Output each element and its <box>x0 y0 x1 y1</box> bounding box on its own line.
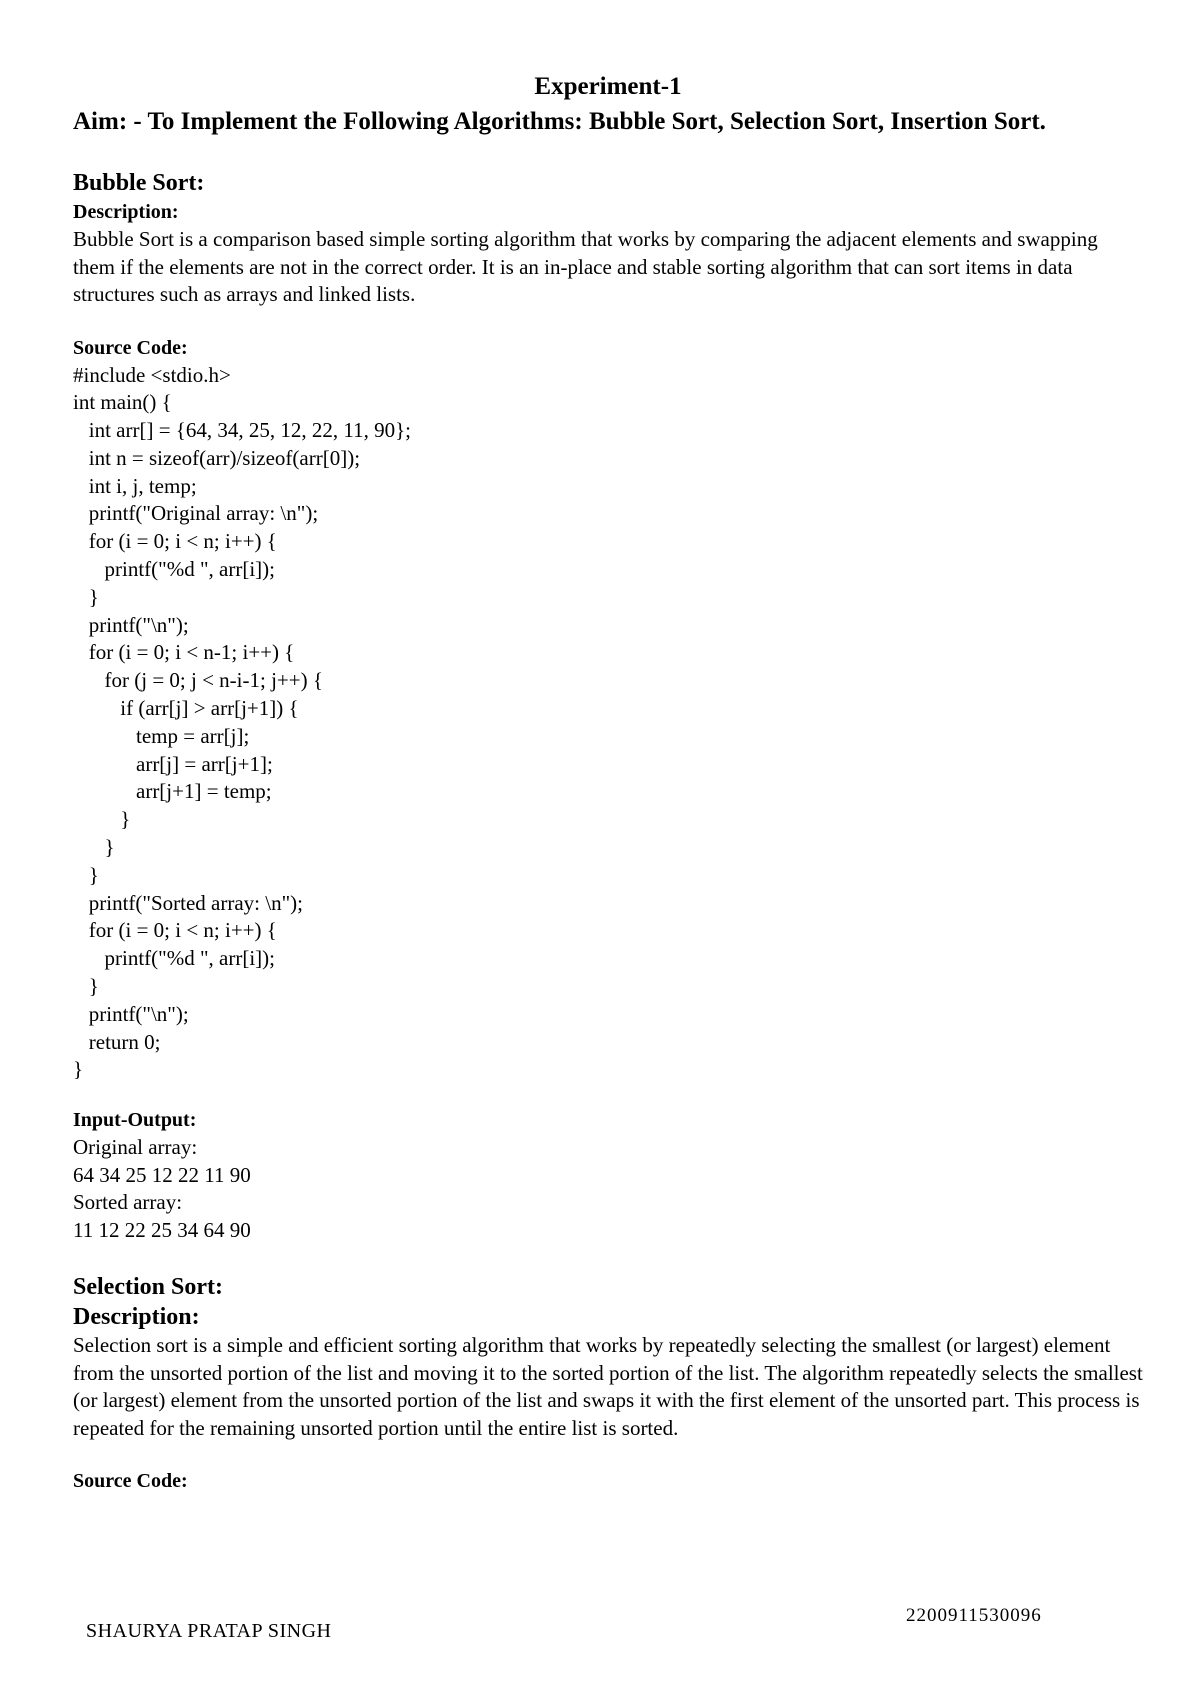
bubble-description: Bubble Sort is a comparison based simple sorting algorithm that works by comparing the adjacent elements and swapping them if the elements are not in the correct order. It is an in-place and stable sorting algorithm that can sort items in data structures such as arrays and linked lists. <box>73 227 1098 306</box>
bubble-source-code-label: Source Code: <box>73 336 188 359</box>
io-line: 64 34 25 12 22 11 90 <box>73 1162 251 1187</box>
selection-description: Selection sort is a simple and efficient sorting algorithm that works by repeatedly selecting the smallest (or largest) element from the unsorted portion of the list and moving it to the sorted portion of the list. The algorithm repeatedly selects the smallest (or largest) element from the unsorted portion of the list and swaps it with the first element of the unsorted part. This process is repeated for the remaining unsorted portion until the entire list is sorted. <box>73 1333 1143 1440</box>
io-line: 11 12 22 25 34 64 90 <box>73 1217 251 1242</box>
bubble-source-code: #include <stdio.h> int main() { int arr[] = {64, 34, 25, 12, 22, 11, 90}; int n = sizeof(arr)/sizeof(arr[0]); int i, j, temp; printf("Original array: \n"); for (i = 0; i < n; i++) { printf("%d ", arr[i]); } printf("\n"); for (i = 0; i < n-1; i++) { for (j = 0; j < n-i-1; j++) { if (arr[j] > arr[j+1]) { temp = arr[j]; arr[j] = arr[j+1]; arr[j+1] = temp; } } } printf("Sorted array: \n"); for (i = 0; i < n; i++) { printf("%d ", arr[i]); } printf("\n"); return 0; } <box>73 362 412 1082</box>
bubble-sort-heading: Bubble Sort: <box>73 170 205 196</box>
document-page <box>73 70 1143 1495</box>
bubble-description-label: Description: <box>73 201 179 223</box>
selection-source-code-label: Source Code: <box>73 1470 188 1493</box>
experiment-title: Experiment-1 <box>534 73 682 100</box>
aim-statement: Aim: - To Implement the Following Algorithms: Bubble Sort, Selection Sort, Insertion Sort. <box>73 108 1046 135</box>
io-line: Original array: <box>73 1135 198 1160</box>
bubble-input-output-label: Input-Output: <box>73 1109 197 1132</box>
selection-description-label: Description: <box>73 1304 200 1331</box>
footer-roll-number: 2200911530096 <box>906 1605 1042 1626</box>
io-line: Sorted array: <box>73 1190 183 1215</box>
selection-sort-heading: Selection Sort: <box>73 1274 223 1301</box>
footer-author-name: SHAURYA PRATAP SINGH <box>86 1620 332 1642</box>
